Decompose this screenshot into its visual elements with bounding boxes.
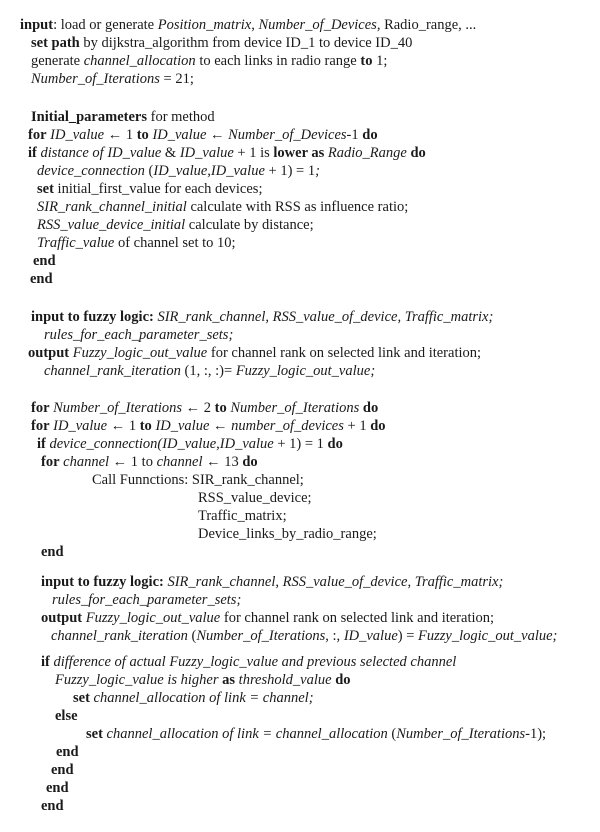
code-text: ( [387,726,397,742]
keyword: else [55,708,78,724]
identifier: Fuzzy_logic_out_value [82,610,221,626]
identifier: Traffic_value [37,235,115,251]
keyword: do [362,400,379,416]
code-line [46,779,69,797]
keyword: to [214,400,227,416]
keyword: input [20,17,54,33]
code-line [41,453,258,471]
identifier: channel_allocation [83,53,196,69]
code-text: & [164,145,180,161]
code-line [198,489,312,507]
code-text: ← 2 [185,400,215,416]
keyword: for [28,127,47,143]
code-line [51,761,74,779]
code-line [41,573,503,591]
code-text: (1, :, :)= [180,363,236,379]
code-text: ← 1 to [112,454,157,470]
code-text: ( [187,628,197,644]
keyword: end [30,271,53,287]
code-line [28,144,426,162]
code-line [198,525,377,543]
code-line [44,326,233,344]
code-line [37,234,236,252]
keyword: set [73,690,90,706]
code-line [31,34,412,52]
keyword: input to fuzzy logic: [41,574,164,590]
identifier: Number_of_Iterations [49,400,186,416]
code-line [28,344,481,362]
code-text: calculate by distance; [185,217,314,233]
code-text: for channel rank on selected link and iteration; [220,610,495,626]
code-line [41,609,494,627]
code-line [41,797,64,815]
code-line [44,362,375,380]
code-line [31,108,215,126]
code-line [86,725,546,743]
code-text: ( [144,163,154,179]
code-line [37,198,408,216]
keyword: end [46,780,69,796]
keyword: for [31,400,50,416]
code-line [37,216,314,234]
keyword: Initial_parameters [31,109,147,125]
identifier: device_connection(ID_value,ID_value [45,436,274,452]
identifier: ID_value,ID_value [153,163,265,179]
code-text: of channel set to 10; [114,235,236,251]
identifier: Number_of_Iterations [196,628,326,644]
keyword: end [51,762,74,778]
identifier: Fuzzy_logic_out_value; [418,628,558,644]
code-text: ← 13 [206,454,243,470]
keyword: for [31,418,50,434]
code-text: = 21; [159,71,194,87]
code-text: , Radio_range, ... [376,17,477,33]
keyword: to [360,53,373,69]
keyword: do [410,145,426,161]
keyword: end [56,744,79,760]
keyword: if [28,145,37,161]
identifier: rules_for_each_parameter_sets; [52,592,242,608]
code-line [56,743,79,761]
keyword: do [327,436,343,452]
code-line [92,471,304,489]
identifier: ; [315,163,320,179]
identifier: Radio_Range [324,145,411,161]
code-text: + 1) = 1 [264,163,316,179]
keyword: to [139,418,152,434]
keyword: set path [31,35,80,51]
keyword: do [362,127,378,143]
identifier: ID_value [148,127,211,143]
code-line [37,162,320,180]
identifier: SIR_rank_channel, RSS_value_of_device, Traffic_matrix; [153,309,494,325]
identifier: rules_for_each_parameter_sets; [44,327,234,343]
code-text: 1; [372,53,388,69]
code-text: generate [31,53,84,69]
code-line [31,52,387,70]
identifier: Number_of_Devices [228,127,347,143]
identifier: SIR_rank_channel, RSS_value_of_device, Traffic_matrix; [163,574,504,590]
code-text: for method [146,109,215,125]
code-text: , [251,17,259,33]
identifier: ID_value [46,127,108,143]
keyword: set [86,726,103,742]
code-text: Device_links_by_radio_range; [198,526,377,542]
code-line [31,308,493,326]
code-text: + 1 is [233,145,274,161]
code-text: ← 1 [107,127,137,143]
code-text: , :, [325,628,344,644]
keyword: do [242,454,258,470]
code-text: -1); [525,726,547,742]
keyword: end [41,798,64,814]
code-line [37,435,343,453]
identifier: channel_allocation of link = channel_allocation [102,726,388,742]
keyword: for [41,454,60,470]
code-text: calculate with RSS as influence ratio; [186,199,409,215]
identifier: ID_value [151,418,214,434]
code-line [198,507,287,525]
identifier: channel_rank_iteration [44,363,181,379]
keyword: output [41,610,83,626]
code-line [30,270,53,288]
keyword: do [370,418,386,434]
code-text: Call Funnctions: SIR_rank_channel; [92,472,304,488]
keyword: end [41,544,64,560]
code-text: ← 1 [110,418,140,434]
identifier: ID_value [49,418,111,434]
code-text: -1 [346,127,363,143]
code-text: for channel rank on selected link and iteration; [207,345,482,361]
code-line [41,653,456,671]
code-text: : load or generate [53,17,158,33]
keyword: as [222,672,236,688]
keyword: do [335,672,351,688]
identifier: threshold_value [235,672,336,688]
code-line [73,689,314,707]
code-line [28,126,378,144]
identifier: ID_value [179,145,234,161]
code-text: + 1) = 1 [273,436,328,452]
code-line [55,707,78,725]
code-text: Traffic_matrix; [198,508,287,524]
code-line [31,417,386,435]
identifier: Fuzzy_logic_out_value; [235,363,376,379]
identifier: Number_of_Devices [258,17,377,33]
code-line [51,627,557,645]
identifier: SIR_rank_channel_initial [37,199,187,215]
identifier: Number_of_Iterations [226,400,363,416]
code-line [31,70,194,88]
identifier: RSS_value_device_initial [37,217,186,233]
code-line [52,591,241,609]
code-line [37,180,262,198]
keyword: lower as [273,145,325,161]
code-text: ← [210,127,229,143]
identifier: Position_matrix [157,17,252,33]
code-line [20,16,476,34]
keyword: if [37,436,46,452]
code-text: to each links in radio range [195,53,361,69]
code-text: initial_first_value for each devices; [53,181,263,197]
identifier: Fuzzy_logic_out_value [69,345,208,361]
code-line [55,671,351,689]
keyword: output [28,345,70,361]
code-text: ) = [397,628,419,644]
keyword: end [33,253,56,269]
identifier: channel_rank_iteration [51,628,188,644]
identifier: Fuzzy_logic_value is higher [55,672,223,688]
identifier: difference of actual Fuzzy_logic_value and previous selected channel [49,654,457,670]
identifier: Number_of_Iterations [396,726,526,742]
code-text: ← [213,418,232,434]
identifier: distance of ID_value [36,145,165,161]
code-line [41,543,64,561]
keyword: input to fuzzy logic: [31,309,154,325]
identifier: channel [59,454,113,470]
identifier: ID_value [343,628,398,644]
keyword: if [41,654,50,670]
identifier: Number_of_Iterations [31,71,160,87]
identifier: channel_allocation of link = channel; [89,690,314,706]
keyword: set [37,181,54,197]
identifier: device_connection [37,163,145,179]
identifier: channel [156,454,207,470]
code-line [31,399,378,417]
identifier: number_of_devices [231,418,344,434]
keyword: to [136,127,149,143]
code-text: by dijkstra_algorithm from device ID_1 to device ID_40 [79,35,413,51]
code-text: RSS_value_device; [198,490,312,506]
code-text: + 1 [343,418,371,434]
code-line [33,252,56,270]
